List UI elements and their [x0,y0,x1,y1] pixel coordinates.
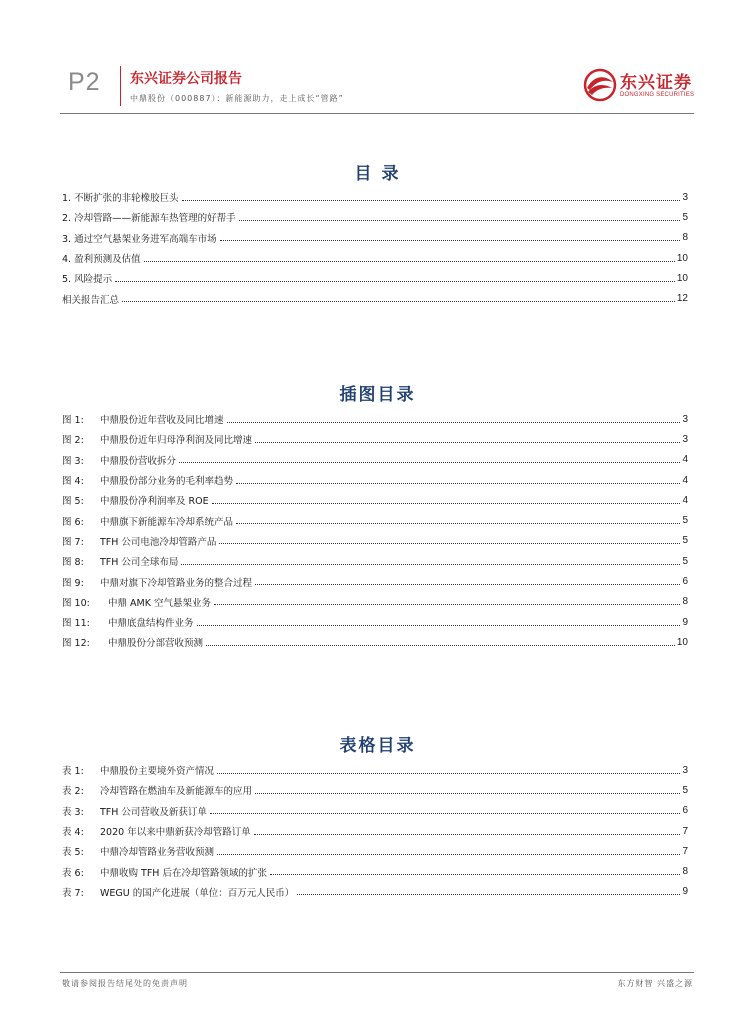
figure-entry[interactable] [62,510,688,530]
table-page: 8 [682,866,688,878]
table-entry[interactable] [62,841,688,861]
report-subtitle: 中鼎股份（000887）：新能源助力，走上成长“管路” [130,94,344,103]
table-caption: 冷却管路在燃油车及新能源车的应用 [100,786,253,798]
table-entry[interactable] [62,821,688,841]
figure-number: 图 1: [62,415,84,427]
figure-number: 图 5: [62,496,84,508]
toc-entry-page: 3 [682,191,688,203]
figure-number: 图 12: [62,638,90,650]
figure-entry[interactable] [62,450,688,470]
dot-leader [236,523,680,524]
table-number: 表 1: [62,766,84,778]
figure-page: 5 [682,555,688,567]
dot-leader [220,240,681,241]
figure-caption: 中鼎股份近年营收及同比增速 [100,415,224,427]
dot-leader [219,543,680,544]
dot-leader [217,773,680,774]
dot-leader [297,894,680,895]
figure-entry[interactable] [62,429,688,449]
figure-page: 6 [682,576,688,588]
tables-list [62,760,688,902]
figure-caption: 中鼎股份营收拆分 [100,455,177,467]
figure-entry[interactable] [62,409,688,429]
table-page: 6 [682,805,688,817]
table-page: 7 [682,845,688,857]
figure-page: 4 [682,454,688,466]
figure-caption: 中鼎股份近年归母净利润及同比增速 [100,435,253,447]
footer-rule [60,972,694,973]
dot-leader [227,422,681,423]
figure-number: 图 3: [62,455,84,467]
figure-page: 5 [682,535,688,547]
figure-page: 4 [682,494,688,506]
toc-entry[interactable] [62,187,688,207]
toc-entry-label: 2. 冷却管路——新能源车热管理的好帮手 [62,213,236,225]
figure-page: 3 [682,433,688,445]
header-rule [60,113,694,114]
dot-leader [210,813,681,814]
dot-leader [115,281,675,282]
toc-entry-label: 5. 风险提示 [62,274,113,286]
table-entry[interactable] [62,882,688,902]
toc-entry-page: 5 [682,211,688,223]
table-entry[interactable] [62,801,688,821]
company-logo [582,66,695,106]
footer-disclaimer: 敬请参阅报告结尾处的免责声明 [62,979,188,988]
figure-entry[interactable] [62,551,688,571]
dot-leader [255,793,680,794]
logo-mark-icon [582,68,618,102]
toc-entry-label: 3. 通过空气悬架业务进军高端车市场 [62,233,217,245]
figure-entry[interactable] [62,470,688,490]
figure-caption: 中鼎股份净利润率及 ROE [100,496,209,508]
figure-entry[interactable] [62,571,688,591]
figure-page: 10 [676,636,688,648]
footer-slogan: 东方财智 兴盛之源 [617,979,693,988]
figure-entry[interactable] [62,531,688,551]
figure-entry[interactable] [62,592,688,612]
page-number: P2 [68,68,101,96]
dot-leader [182,200,681,201]
toc-entry-label: 1. 不断扩张的非轮橡胶巨头 [62,193,179,205]
figure-number: 图 9: [62,577,84,589]
toc-entry-page: 10 [676,272,688,284]
table-page: 7 [682,825,688,837]
dot-leader [206,645,675,646]
table-caption: TFH 公司营收及新获订单 [100,806,207,818]
figure-caption: 中鼎股份部分业务的毛利率趋势 [100,476,234,488]
dot-leader [255,584,680,585]
toc-entry[interactable] [62,268,688,288]
table-page: 3 [682,764,688,776]
toc-entry[interactable] [62,228,688,248]
contents-title: 目 录 [354,164,401,184]
figures-list [62,409,688,653]
figure-entry[interactable] [62,632,688,652]
figure-page: 8 [682,596,688,608]
table-caption: WEGU 的国产化进展（单位：百万元人民币） [100,887,295,899]
figure-caption: 中鼎 AMK 空气悬架业务 [108,597,211,609]
dot-leader [179,462,680,463]
toc-entry-label: 4. 盈利预测及估值 [62,254,141,266]
table-entry[interactable] [62,760,688,780]
toc-entry-page: 10 [676,252,688,264]
figure-page: 3 [682,413,688,425]
figure-caption: 中鼎旗下新能源车冷却系统产品 [100,516,234,528]
figure-entry[interactable] [62,490,688,510]
figure-number: 图 2: [62,435,84,447]
dot-leader [270,874,680,875]
figure-page: 9 [682,616,688,628]
figure-page: 5 [682,515,688,527]
figure-number: 图 6: [62,516,84,528]
table-entry[interactable] [62,861,688,881]
table-number: 表 2: [62,786,84,798]
dot-leader [212,503,681,504]
dot-leader [144,261,675,262]
table-caption: 中鼎冷却管路业务营收预测 [100,847,215,859]
dot-leader [254,834,681,835]
dot-leader [122,301,675,302]
figure-number: 图 4: [62,476,84,488]
figure-page: 4 [682,474,688,486]
toc-entry-label: 相关报告汇总 [62,294,120,306]
figure-caption: TFH 公司全球布局 [100,557,179,569]
figure-number: 图 7: [62,536,84,548]
dot-leader [236,483,680,484]
figure-caption: 中鼎股份分部营收预测 [108,638,204,650]
tables-title: 表格目录 [339,736,416,756]
table-number: 表 5: [62,847,84,859]
figure-caption: 中鼎对旗下冷却管路业务的整合过程 [100,577,253,589]
table-caption: 中鼎股份主要境外资产情况 [100,766,215,778]
table-number: 表 6: [62,867,84,879]
header-divider [120,66,121,106]
figure-entry[interactable] [62,612,688,632]
table-number: 表 7: [62,887,84,899]
table-number: 表 3: [62,806,84,818]
figures-title: 插图目录 [339,385,416,405]
table-entry[interactable] [62,780,688,800]
contents-list [62,187,688,309]
dot-leader [214,604,680,605]
dot-leader [217,854,680,855]
logo-text-en: DONGXING SECURITIES [620,92,695,98]
toc-entry[interactable] [62,248,688,268]
toc-entry[interactable] [62,288,688,308]
toc-entry-page: 8 [682,232,688,244]
logo-text-cn: 东兴证券 [620,73,692,93]
table-number: 表 4: [62,827,84,839]
dot-leader [239,220,681,221]
table-page: 5 [682,784,688,796]
dot-leader [197,625,681,626]
toc-entry[interactable] [62,207,688,227]
dot-leader [255,442,680,443]
figure-number: 图 8: [62,557,84,569]
figure-caption: TFH 公司电池冷却管路产品 [100,536,217,548]
report-title: 东兴证券公司报告 [130,71,242,87]
table-page: 9 [682,886,688,898]
dot-leader [181,564,680,565]
table-caption: 2020 年以来中鼎新获冷却管路订单 [100,827,251,839]
toc-entry-page: 12 [676,293,688,305]
figure-caption: 中鼎底盘结构件业务 [108,618,194,630]
table-caption: 中鼎收购 TFH 后在冷却管路领域的扩张 [100,867,267,879]
figure-number: 图 11: [62,618,90,630]
figure-number: 图 10: [62,597,90,609]
